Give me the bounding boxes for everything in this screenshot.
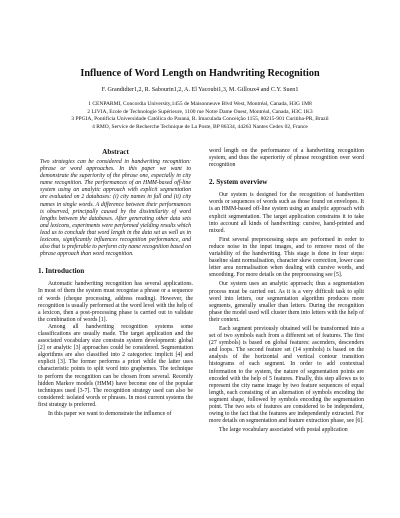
system-paragraph-3: Our system uses an analytic approach; thus a segmentation process must be carried out. As it is a very difficult task to split word into letters, our segmentation algorithm produces more segments, generally smaller than letters. During the recognition phase the model used will cluster them into letters with the help of their context. bbox=[209, 281, 364, 323]
intro-paragraph-2: Among all handwriting recognition systems some classifications are usually made. The target application and the associated vocabulary size constrain system development: global [2] or analytic [3] approaches could be considered. Segmentation algorithms are also classified into 2 categories: implicit [4] and explicit [3]. The former performs a priori while the latter uses characteristic points to split word into graphemes. The technique to perform the recognition can be chosen from several. Recently hidden Markov models (HMM) have become one of the popular techniques used [3-7]. The recognition strategy used can also be considered: isolated words or phrases. In most current systems the first strategy is preferred. bbox=[38, 323, 193, 408]
author-list: F. Grandidier1,2, R. Sabourin1,2, A. El Yacoubi1,3, M. Gilloux4 and C.Y. Suen1 bbox=[101, 87, 299, 93]
left-column bbox=[38, 148, 193, 418]
right-column bbox=[209, 148, 364, 434]
affiliation-2: 2 LIVIA, Ecole de Technologie Supérieure, 1100 rue Notre Dame Ouest, Montréal, Canada, H3C 1K3 bbox=[87, 108, 313, 115]
intro-paragraph-1: Automatic handwriting recognition has several applications. In most of them the system must recognise a phrase or a sequence of words (cheque processing, address reading). However, the recognition is usually performed at the word level with the help of a lexicon, then a post-processing phase is carried out to validate the combination of words [1]. bbox=[38, 281, 193, 323]
introduction-heading: 1. Introduction bbox=[38, 267, 85, 276]
intro-continuation: word length on the performance of a handwriting recognition system, and thus the superiority of phrase recognition over word recognition bbox=[209, 148, 364, 169]
system-paragraph-4: Each segment previously obtained will be transformed into a set of two symbols each from a different set of features. The first (27 symbols) is based on global features: ascenders, descenders and loops. The second feature set (14 symbols) is based on the analysis of the horizontal and vertical contour transition histograms of each segment. In order to add contextual information to the system, the nature of segmentation points are encoded with the help of 5 features. Finally, this step allows us to represent the city name image by two feature sequences of equal length, each consisting of an alternation of symbols encoding the segment shape, followed by symbols encoding the segmentation point. The two sets of features are considered to be independent, owing to the fact that the features are independently extracted. For more details on segmentation and feature extraction phase, see [6]. bbox=[209, 325, 364, 425]
intro-paragraph-3: In this paper we want to demonstrate the influence of bbox=[48, 411, 172, 417]
system-paragraph-1: Our system is designed for the recognition of handwritten words or sequences of words such as those found on envelopes. It is an HMM-based off-line system using an analytic approach with explicit segmentation. The target application constrains it to take into account all kinds of handwriting: cursive, hand-printed and mixed. bbox=[209, 192, 364, 234]
affiliation-4: 4 RMO, Service de Recherche Technique de La Poste, BP 86334, 44263 Nantes Cedex 02, France bbox=[92, 124, 308, 131]
paper-title: Influence of Word Length on Handwriting Recognition bbox=[80, 68, 320, 79]
system-paragraph-5: The large vocabulary associated with postal application bbox=[219, 427, 348, 434]
affiliation-block bbox=[0, 101, 400, 132]
affiliation-3: 3 PPGIA, Pontificia Universidade Católica do Paraná, R. Imaculada Conceição 1155, 80215-901 Curitiba-PR, Brazil bbox=[71, 116, 329, 123]
affiliation-1: 1 CENPARMI, Concordia University,1455 de Maisonneuve Blvd West, Montréal, Canada, H3G 1M8 bbox=[88, 101, 312, 107]
system-overview-heading: 2. System overview bbox=[209, 178, 268, 187]
system-paragraph-2: First several preprocessing steps are performed in order to reduce noise in the input images, and to remove most of the variability of the handwriting. This stage is done in four steps: baseline slant normalisation, character skew correction, lower case letter area normalisation when dealing with cursive words, and smoothing. For more details on the preprocessing see [5]. bbox=[209, 236, 364, 279]
abstract-text: Two strategies can be considered in handwriting recognition: phrase or word approaches. In this paper we want to demonstrate the superiority of the phrase one, especially in city name recognition. The performances of an HMM-based off-line system using an analytic approach with explicit segmentation are evaluated on 2 databases: (i) city names in full and (ii) city names in single words. A difference between their performances is observed, principally caused by the dissimilarity of word lengths between the databases. After generating other data sets and lexicons, experiments were performed yielding results which lead us to conclude that word length in the data set as well as in lexicons, significantly influences recognition performance, and also that is preferable to perform city name recognition based on phrase approach than word recognition. bbox=[40, 159, 191, 258]
abstract-heading: Abstract bbox=[102, 148, 129, 156]
